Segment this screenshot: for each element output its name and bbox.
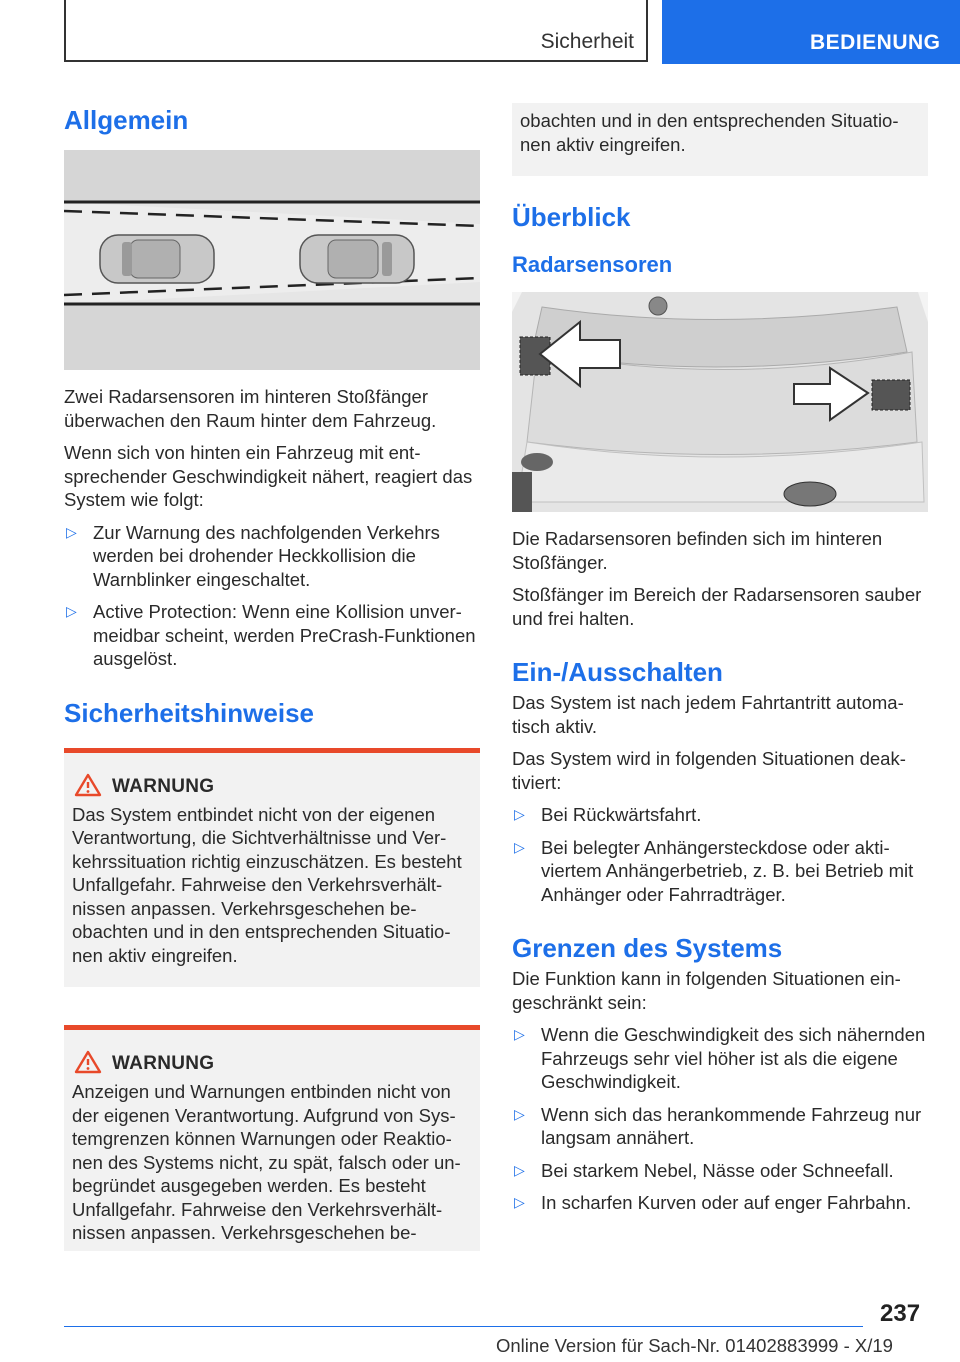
paragraph: Das System ist nach jedem Fahrtantritt automatisch aktiv. — [512, 692, 904, 737]
warning-text: Das System entbindet nicht von der eigenen Verantwortung, die Sichtverhältnisse und Verkehrssituation richtig einzuschätzen. Es besteht Unfallgefahr. Fahrweise den Verkehrsverhältnissen anpassen. Verkehrsgeschehen beobachten und in den entsprechenden Situationen aktiv eingreifen. — [72, 803, 462, 966]
triangle-right-icon: ▷ — [514, 838, 525, 855]
warning-box — [64, 1025, 480, 1251]
road-illustration — [64, 150, 480, 370]
list-item — [512, 1191, 928, 1215]
heading-allgemein: Allgemein — [64, 105, 189, 135]
warning-continuation — [512, 103, 928, 176]
warning-title-text: WARNUNG — [112, 1053, 215, 1074]
left-column — [64, 100, 480, 1251]
warning-title — [112, 1052, 472, 1076]
paragraph: Das System wird in folgenden Situationen deaktiviert: — [512, 748, 906, 793]
radar-field-drawing — [64, 150, 480, 370]
heading-ueberblick: Überblick — [512, 202, 631, 232]
front-car-icon — [300, 235, 414, 283]
triangle-right-icon: ▷ — [66, 603, 77, 619]
page-header — [0, 0, 960, 66]
warning-box — [64, 748, 480, 988]
paragraph: Die Funktion kann in folgenden Situationen eingeschränkt sein: — [512, 968, 901, 1013]
triangle-right-icon: ▷ — [514, 1161, 525, 1178]
list-item-text: Active Protection: Wenn eine Kollision unvermeidbar scheint, werden PreCrash-Funktionen ausgelöst. — [93, 601, 476, 669]
list-item — [512, 1103, 928, 1150]
list-item — [512, 803, 928, 827]
list-item — [512, 1159, 928, 1183]
triangle-right-icon: ▷ — [66, 523, 77, 540]
heading-ein-ausschalten: Ein-/Ausschalten — [512, 657, 723, 687]
heading-sicherheitshinweise: Sicherheitshinweise — [64, 697, 314, 728]
list-item-text: Wenn die Geschwindigkeit des sich nähernden Fahrzeugs sehr viel höher ist als die eigene Geschwindigkeit. — [541, 1024, 926, 1092]
triangle-right-icon: ▷ — [514, 1105, 525, 1122]
warning-title — [112, 775, 472, 799]
warning-text: obachten und in den entsprechenden Situationen aktiv eingreifen. — [520, 110, 899, 155]
chapter-tab — [662, 0, 960, 64]
list-item-text: Bei starkem Nebel, Nässe oder Schneefall. — [541, 1159, 894, 1181]
online-version-text: Online Version für Sach-Nr. 01402883999 - X/19 — [496, 1335, 893, 1356]
list-item — [512, 1023, 928, 1094]
warning-triangle-icon — [74, 1050, 102, 1074]
heading-radarsensoren: Radarsensoren — [512, 252, 673, 277]
triangle-right-icon: ▷ — [514, 1026, 525, 1042]
list-item-text: Zur Warnung des nachfolgenden Verkehrs werden bei drohender Heckkollision die Warnblinker eingeschaltet. — [93, 521, 440, 590]
triangle-right-icon: ▷ — [514, 1194, 525, 1210]
rear-car-icon — [100, 235, 214, 283]
heading-grenzen: Grenzen des Systems — [512, 933, 783, 963]
paragraph: Wenn sich von hinten ein Fahrzeug mit entsprechender Geschwindigkeit nähert, reagiert das System wie folgt: — [64, 442, 473, 510]
rear-bumper-drawing — [512, 292, 928, 512]
right-column — [512, 100, 928, 1215]
list-item-text: In scharfen Kurven oder auf enger Fahrbahn. — [541, 1192, 912, 1213]
paragraph: Stoßfänger im Bereich der Radarsensoren sauber und frei halten. — [512, 584, 922, 629]
paragraph: Zwei Radarsensoren im hinteren Stoßfänger überwachen den Raum hinter dem Fahrzeug. — [64, 386, 437, 431]
footer-divider — [64, 1326, 863, 1327]
paragraph: Die Radarsensoren befinden sich im hinteren Stoßfänger. — [512, 528, 883, 573]
chapter-tab-label: BEDIENUNG — [810, 31, 941, 54]
list-item — [64, 521, 480, 592]
warning-triangle-icon — [74, 773, 102, 797]
list-item-text: Wenn sich das herankommende Fahrzeug nur langsam annähert. — [541, 1103, 922, 1148]
rear-bumper-illustration — [512, 292, 928, 512]
page-number: 237 — [880, 1300, 921, 1327]
list-item — [64, 600, 480, 671]
list-item-text: Bei Rückwärtsfahrt. — [541, 804, 702, 825]
warning-title-text: WARNUNG — [112, 775, 215, 797]
list-item — [512, 836, 928, 907]
triangle-right-icon: ▷ — [514, 806, 525, 822]
section-title: Sicherheit — [540, 30, 634, 53]
warning-text: Anzeigen und Warnungen entbinden nicht von der eigenen Verantwortung. Aufgrund von Systemgrenzen können Warnungen oder Reaktionen des Systems nicht, zu spät, falsch oder unbegründet ausgegeben werden. Es besteht Unfallgefahr. Fahrweise den Verkehrsverhältnissen anpassen. Verkehrsgeschehen be- — [72, 1081, 461, 1243]
list-item-text: Bei belegter Anhängersteckdose oder aktiviertem Anhängerbetrieb, z. B. bei Betrieb mit Anhänger oder Fahrradträger. — [541, 836, 914, 905]
